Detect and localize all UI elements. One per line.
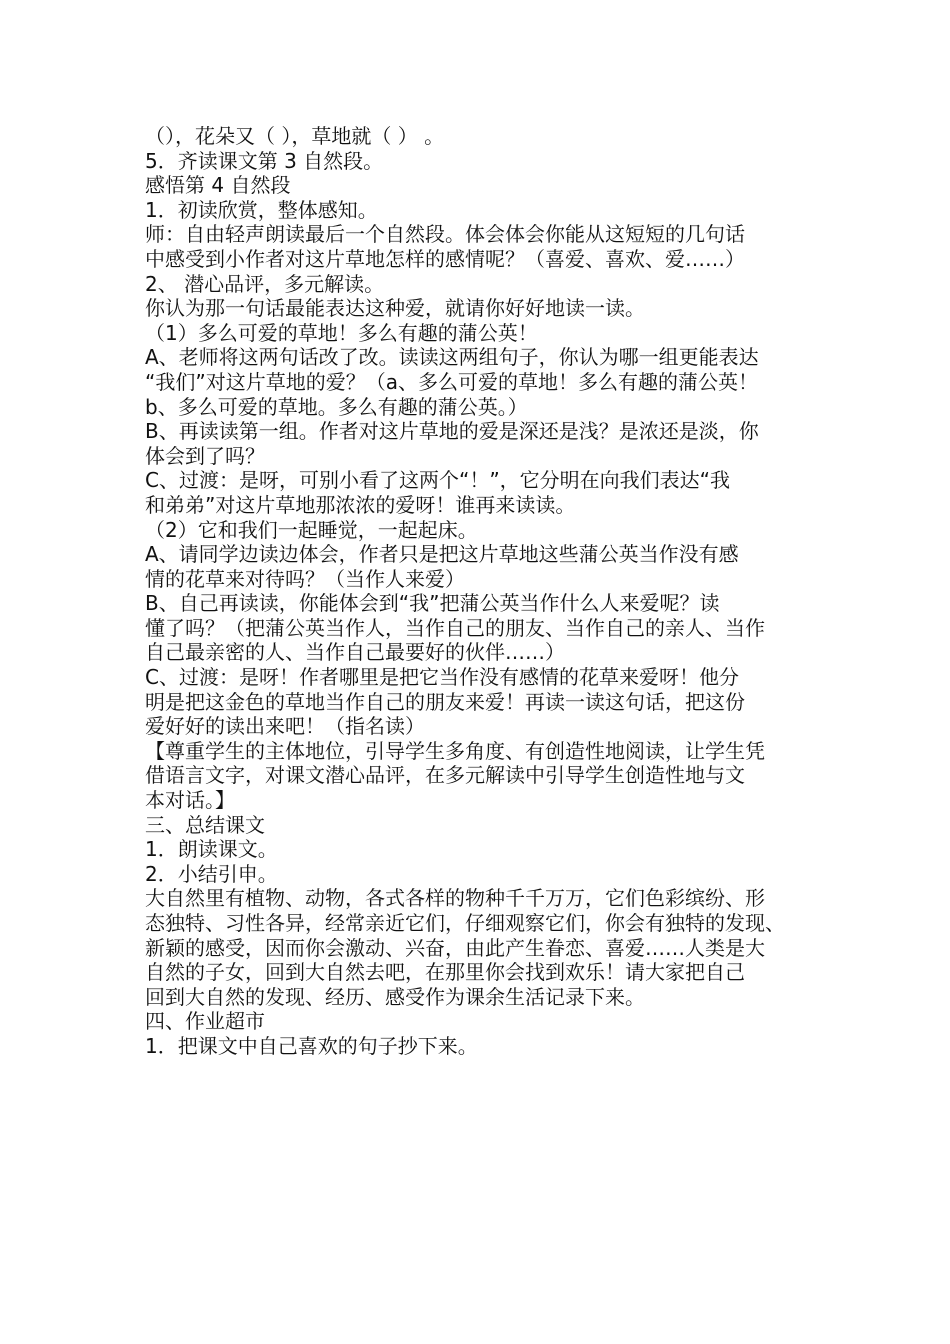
text-line: 师：自由轻声朗读最后一个自然段。体会体会你能从这短短的几句话 [145,222,745,247]
text-line: 体会到了吗？ [145,443,265,468]
text-line: 你认为那一句话最能表达这种爱，就请你好好地读一读。 [145,296,645,321]
text-line: C、过渡：是呀！作者哪里是把它当作没有感情的花草来爱呀！他分 [145,665,739,690]
text-line: “我们”对这片草地的爱？（a、多么可爱的草地！多么有趣的蒲公英！ [145,369,758,394]
text-line: b、多么可爱的草地。多么有趣的蒲公英。） [145,394,528,419]
text-line: 明是把这金色的草地当作自己的朋友来爱！再读一读这句话，把这份 [145,689,745,714]
text-line: 大自然里有植物、动物，各式各样的物种千千万万，它们色彩缤纷、形 [145,886,765,911]
text-line: 2．小结引申。 [145,861,278,886]
text-line: A、老师将这两句话改了改。读读这两组句子，你认为哪一组更能表达 [145,345,759,370]
text-line: （2）它和我们一起睡觉，一起起床。 [145,517,478,542]
text-line: 本对话。】 [145,788,235,813]
text-line: 态独特、习性各异，经常亲近它们，仔细观察它们，你会有独特的发现、 [145,911,785,935]
text-line: 爱好好的读出来吧！（指名读） [145,714,425,739]
text-line: 自然的子女，回到大自然去吧，在那里你会找到欢乐！请大家把自己 [145,960,745,985]
text-line: 【尊重学生的主体地位，引导学生多角度、有创造性地阅读，让学生凭 [145,738,765,763]
text-line: 1．朗读课文。 [145,837,278,862]
text-line: B、自己再读读，你能体会到“我”把蒲公英当作什么人来爱呢？读 [145,591,720,616]
text-line: 懂了吗？（把蒲公英当作人，当作自己的朋友、当作自己的亲人、当作 [145,615,765,640]
text-line: 回到大自然的发现、经历、感受作为课余生活记录下来。 [145,984,645,1009]
text-line: （），花朵又（ ），草地就（ ） 。 [145,124,445,148]
text-line: 1．把课文中自己喜欢的句子抄下来。 [145,1033,478,1058]
text-line: 和弟弟”对这片草地那浓浓的爱呀！谁再来读读。 [145,492,576,517]
text-line: C、过渡：是呀，可别小看了这两个“！”，它分明在向我们表达“我 [145,468,731,493]
text-line: B、再读读第一组。作者对这片草地的爱是深还是浅？是浓还是淡，你 [145,419,759,444]
text-line: 情的花草来对待吗？（当作人来爱） [145,566,465,591]
text-line: 自己最亲密的人、当作自己最要好的伙伴……） [145,640,565,665]
text-line: 三、总结课文 [145,812,265,837]
text-line: 2、 潜心品评，多元解读。 [145,271,385,296]
text-line: 1．初读欣赏，整体感知。 [145,197,378,222]
text-line: 借语言文字，对课文潜心品评，在多元解读中引导学生创造性地与文 [145,763,745,788]
text-line: 5．齐读课文第 3 自然段。 [145,148,384,173]
text-line: A、请同学边读边体会，作者只是把这片草地这些蒲公英当作没有感 [145,542,739,567]
text-line: 中感受到小作者对这片草地怎样的感情呢？（喜爱、喜欢、爱……） [145,246,745,271]
text-line: 新颖的感受，因而你会激动、兴奋，由此产生眷恋、喜爱……人类是大 [145,935,765,960]
document-body [145,124,817,1059]
text-line: 四、作业超市 [145,1009,265,1034]
text-line: （1）多么可爱的草地！多么有趣的蒲公英！ [145,320,538,345]
text-line: 感悟第 4 自然段 [145,173,291,198]
